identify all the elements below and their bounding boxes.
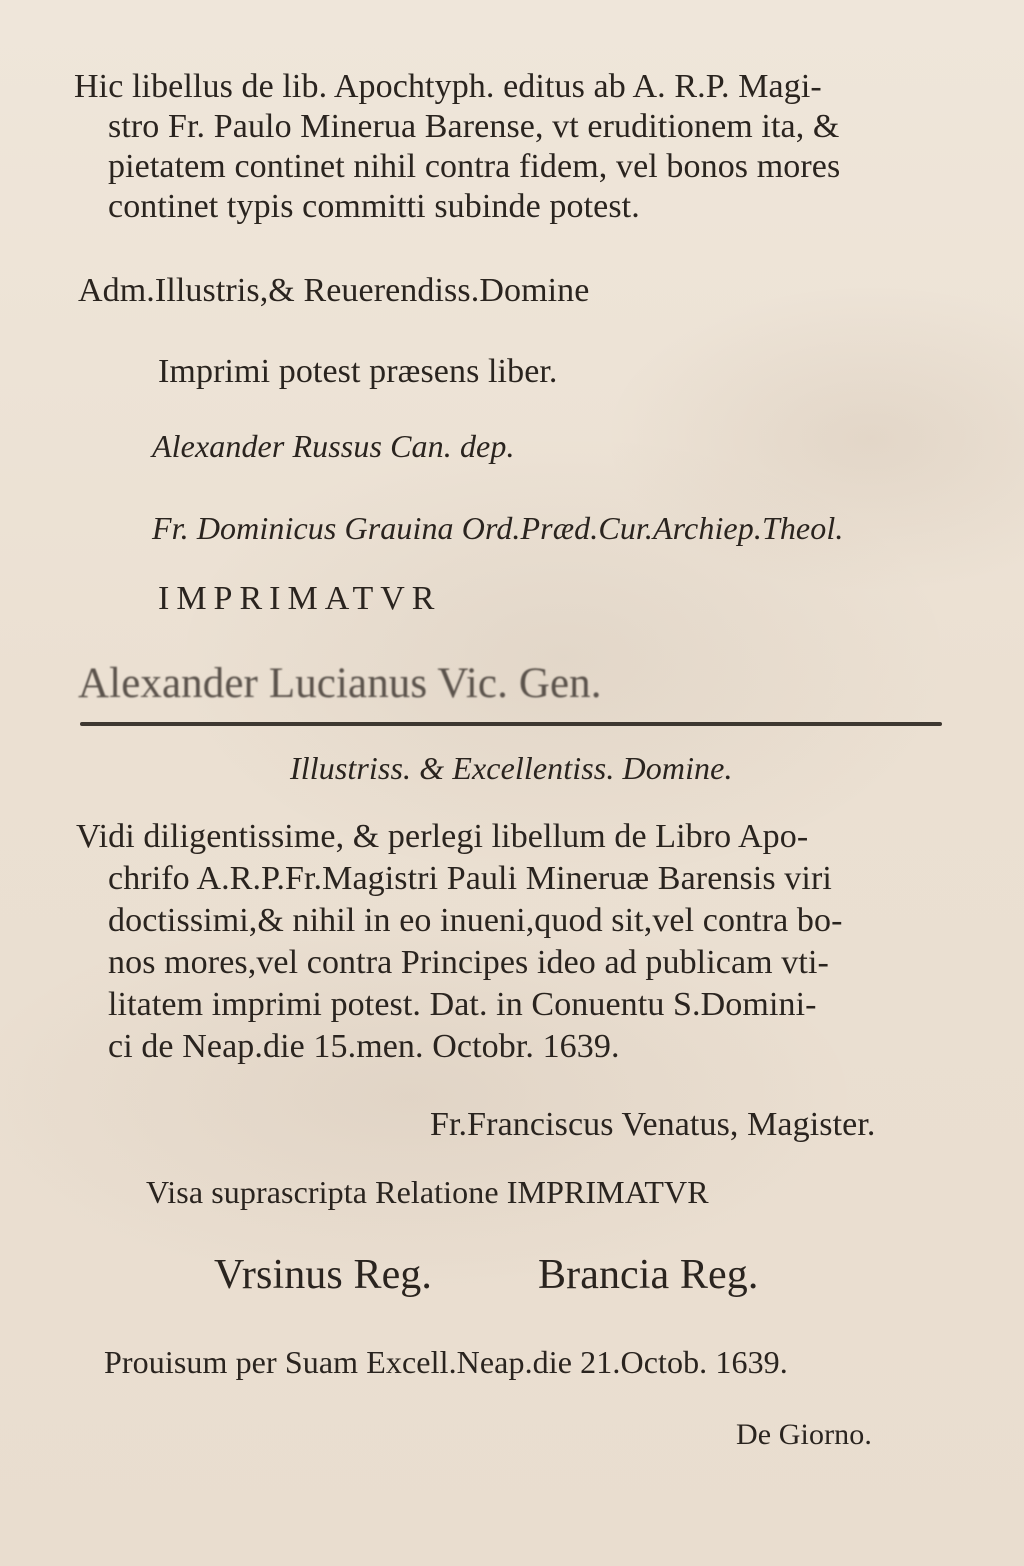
vidi-line-6: ci de Neap.die 15.men. Octobr. 1639.	[108, 1028, 620, 1065]
signature-venatus: Fr.Franciscus Venatus, Magister.	[430, 1106, 876, 1143]
imprimatur-heading: IMPRIMATVR	[158, 580, 442, 617]
regent-ursinus: Vrsinus Reg.	[214, 1252, 433, 1298]
vidi-line-2: chrifo A.R.P.Fr.Magistri Pauli Mineruæ Barensis viri	[108, 860, 832, 897]
approval-line-3: pietatem continet nihil contra fidem, vel bonos mores	[108, 148, 841, 185]
vidi-line-4: nos mores,vel contra Principes ideo ad publicam vti-	[108, 944, 829, 981]
vidi-line-5: litatem imprimi potest. Dat. in Conuentu S.Domini-	[108, 986, 817, 1023]
approval-line-2: stro Fr. Paulo Minerua Barense, vt eruditionem ita, &	[108, 108, 840, 145]
vidi-line-1: Vidi diligentissime, & perlegi libellum de Libro Apo-	[76, 818, 809, 855]
vidi-line-3: doctissimi,& nihil in eo inueni,quod sit,vel contra bo-	[108, 902, 843, 939]
vicar-general-signature: Alexander Lucianus Vic. Gen.	[78, 660, 602, 707]
prouisum-line: Prouisum per Suam Excell.Neap.die 21.Octob. 1639.	[104, 1344, 788, 1380]
section-divider	[80, 722, 942, 726]
visa-line: Visa suprascripta Relatione IMPRIMATVR	[146, 1174, 709, 1210]
approval-line-4: continet typis committi subinde potest.	[108, 188, 640, 225]
de-giorno-signature: De Giorno.	[736, 1418, 872, 1451]
second-address: Illustriss. & Excellentiss. Domine.	[290, 750, 733, 786]
signature-russus: Alexander Russus Can. dep.	[152, 428, 515, 464]
imprimi-line: Imprimi potest præsens liber.	[158, 353, 558, 390]
approval-line-1: Hic libellus de lib. Apochtyph. editus ab A. R.P. Magi-	[74, 68, 822, 105]
signature-grauina: Fr. Dominicus Grauina Ord.Præd.Cur.Archiep.Theol.	[152, 510, 844, 546]
regent-brancia: Brancia Reg.	[538, 1252, 759, 1298]
address-line: Adm.Illustris,& Reuerendiss.Domine	[78, 272, 590, 309]
